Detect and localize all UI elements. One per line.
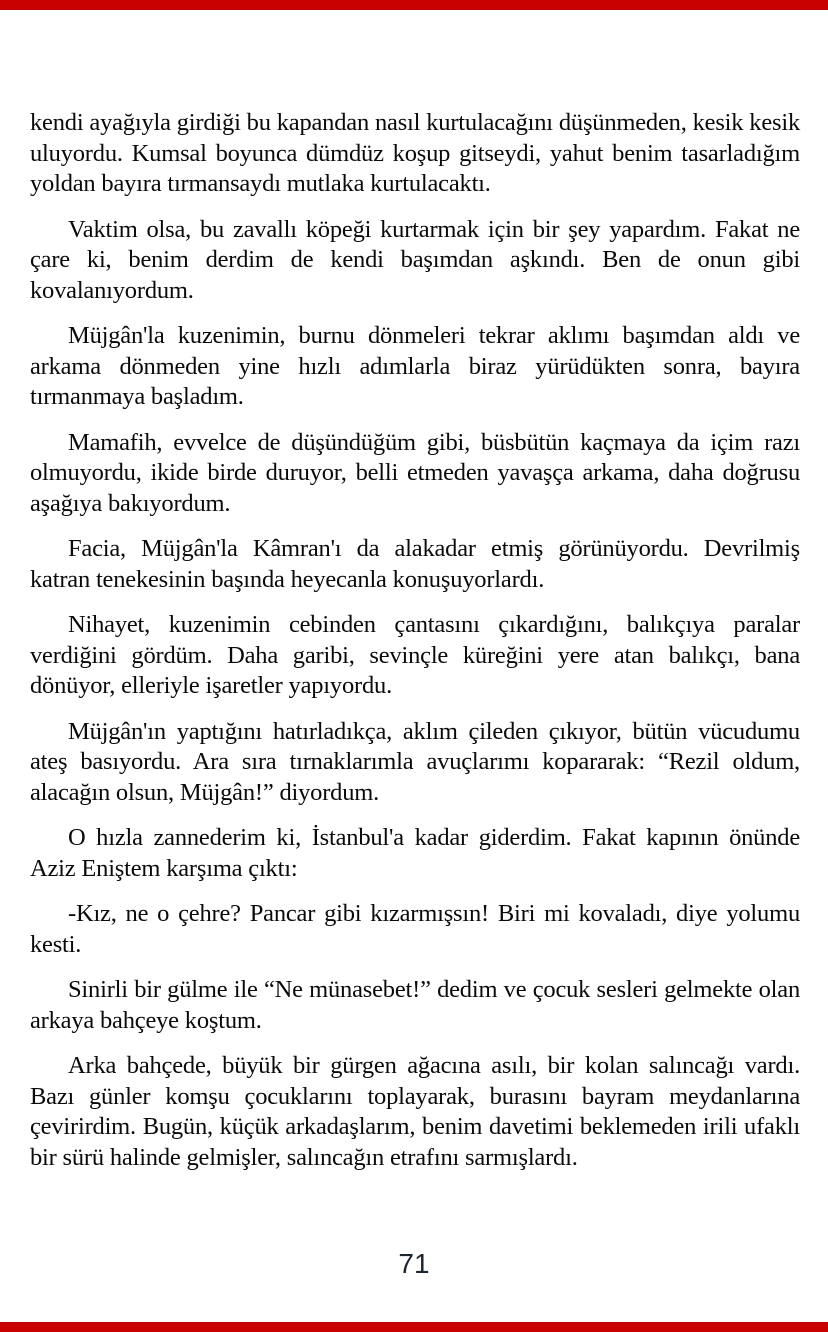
paragraph: Müjgân'la kuzenimin, burnu dönmeleri tekrar aklımı başımdan aldı ve arkama dönmeden yine hızlı adımlarla biraz yürüdükten sonra, bayıra tırmanmaya başladım. — [30, 322, 800, 410]
paragraph: Müjgân'ın yaptığını hatırladıkça, aklım çileden çıkıyor, bütün vücudumu ateş basıyordu. Ara sıra tırnaklarımla avuçlarımı kopararak: “Rezil oldum, alacağın olsun, Müjgân!” diyordum. — [30, 717, 800, 806]
paragraph: Mamafih, evvelce de düşündüğüm gibi, büsbütün kaçmaya da içim razı olmuyordu, ikide birde duruyor, belli etmeden yavaşça arkama, daha doğrusu aşağıya bakıyordum. — [30, 428, 800, 517]
paragraph: Nihayet, kuzenimin cebinden çantasını çıkardığını, balıkçıya paralar verdiğini gördüm. Daha garibi, sevinçle küreğini yere atan balıkçı, bana dönüyor, elleriyle işaretler yapıyordu. — [30, 611, 800, 699]
paragraph: Sinirli bir gülme ile “Ne münasebet!” dedim ve çocuk sesleri gelmekte olan arkaya bahçeye koştum. — [30, 976, 800, 1034]
paragraph: Facia, Müjgân'la Kâmran'ı da alakadar etmiş görünüyordu. Devrilmiş katran tenekesinin başında heyecanla konuşuyorlardı. — [30, 535, 800, 593]
page-number: 71 — [398, 1248, 430, 1279]
paragraph: kendi ayağıyla girdiği bu kapandan nasıl kurtulacağını düşünmeden, kesik kesik uluyordu. Kumsal boyunca dümdüz koşup gitseydi, yahut benim tasarladığım yoldan bayıra tırmansaydı mutlaka kurtulacaktı. — [30, 109, 800, 197]
bottom-accent-bar — [0, 1322, 828, 1332]
paragraph: O hızla zannederim ki, İstanbul'a kadar giderdim. Fakat kapının önünde Aziz Eniştem karşıma çıktı: — [30, 824, 800, 882]
paragraph: Arka bahçede, büyük bir gürgen ağacına asılı, bir kolan salıncağı vardı. Bazı günler komşu çocuklarını toplayarak, burasını bayram meydanlarına çevirirdim. Bugün, küçük arkadaşlarım, benim davetimi beklemeden irili ufaklı bir sürü halinde gelmişler, salıncağın etrafını sarmışlardı. — [30, 1052, 800, 1171]
top-accent-bar — [0, 0, 828, 10]
paragraph: Vaktim olsa, bu zavallı köpeği kurtarmak için bir şey yapardım. Fakat ne çare ki, benim derdim de kendi başımdan aşkındı. Ben de onun gibi kovalanıyordum. — [30, 215, 800, 304]
book-page — [30, 108, 800, 1188]
paragraph: -Kız, ne o çehre? Pancar gibi kızarmışsın! Biri mi kovaladı, diye yolumu kesti. — [30, 900, 800, 958]
